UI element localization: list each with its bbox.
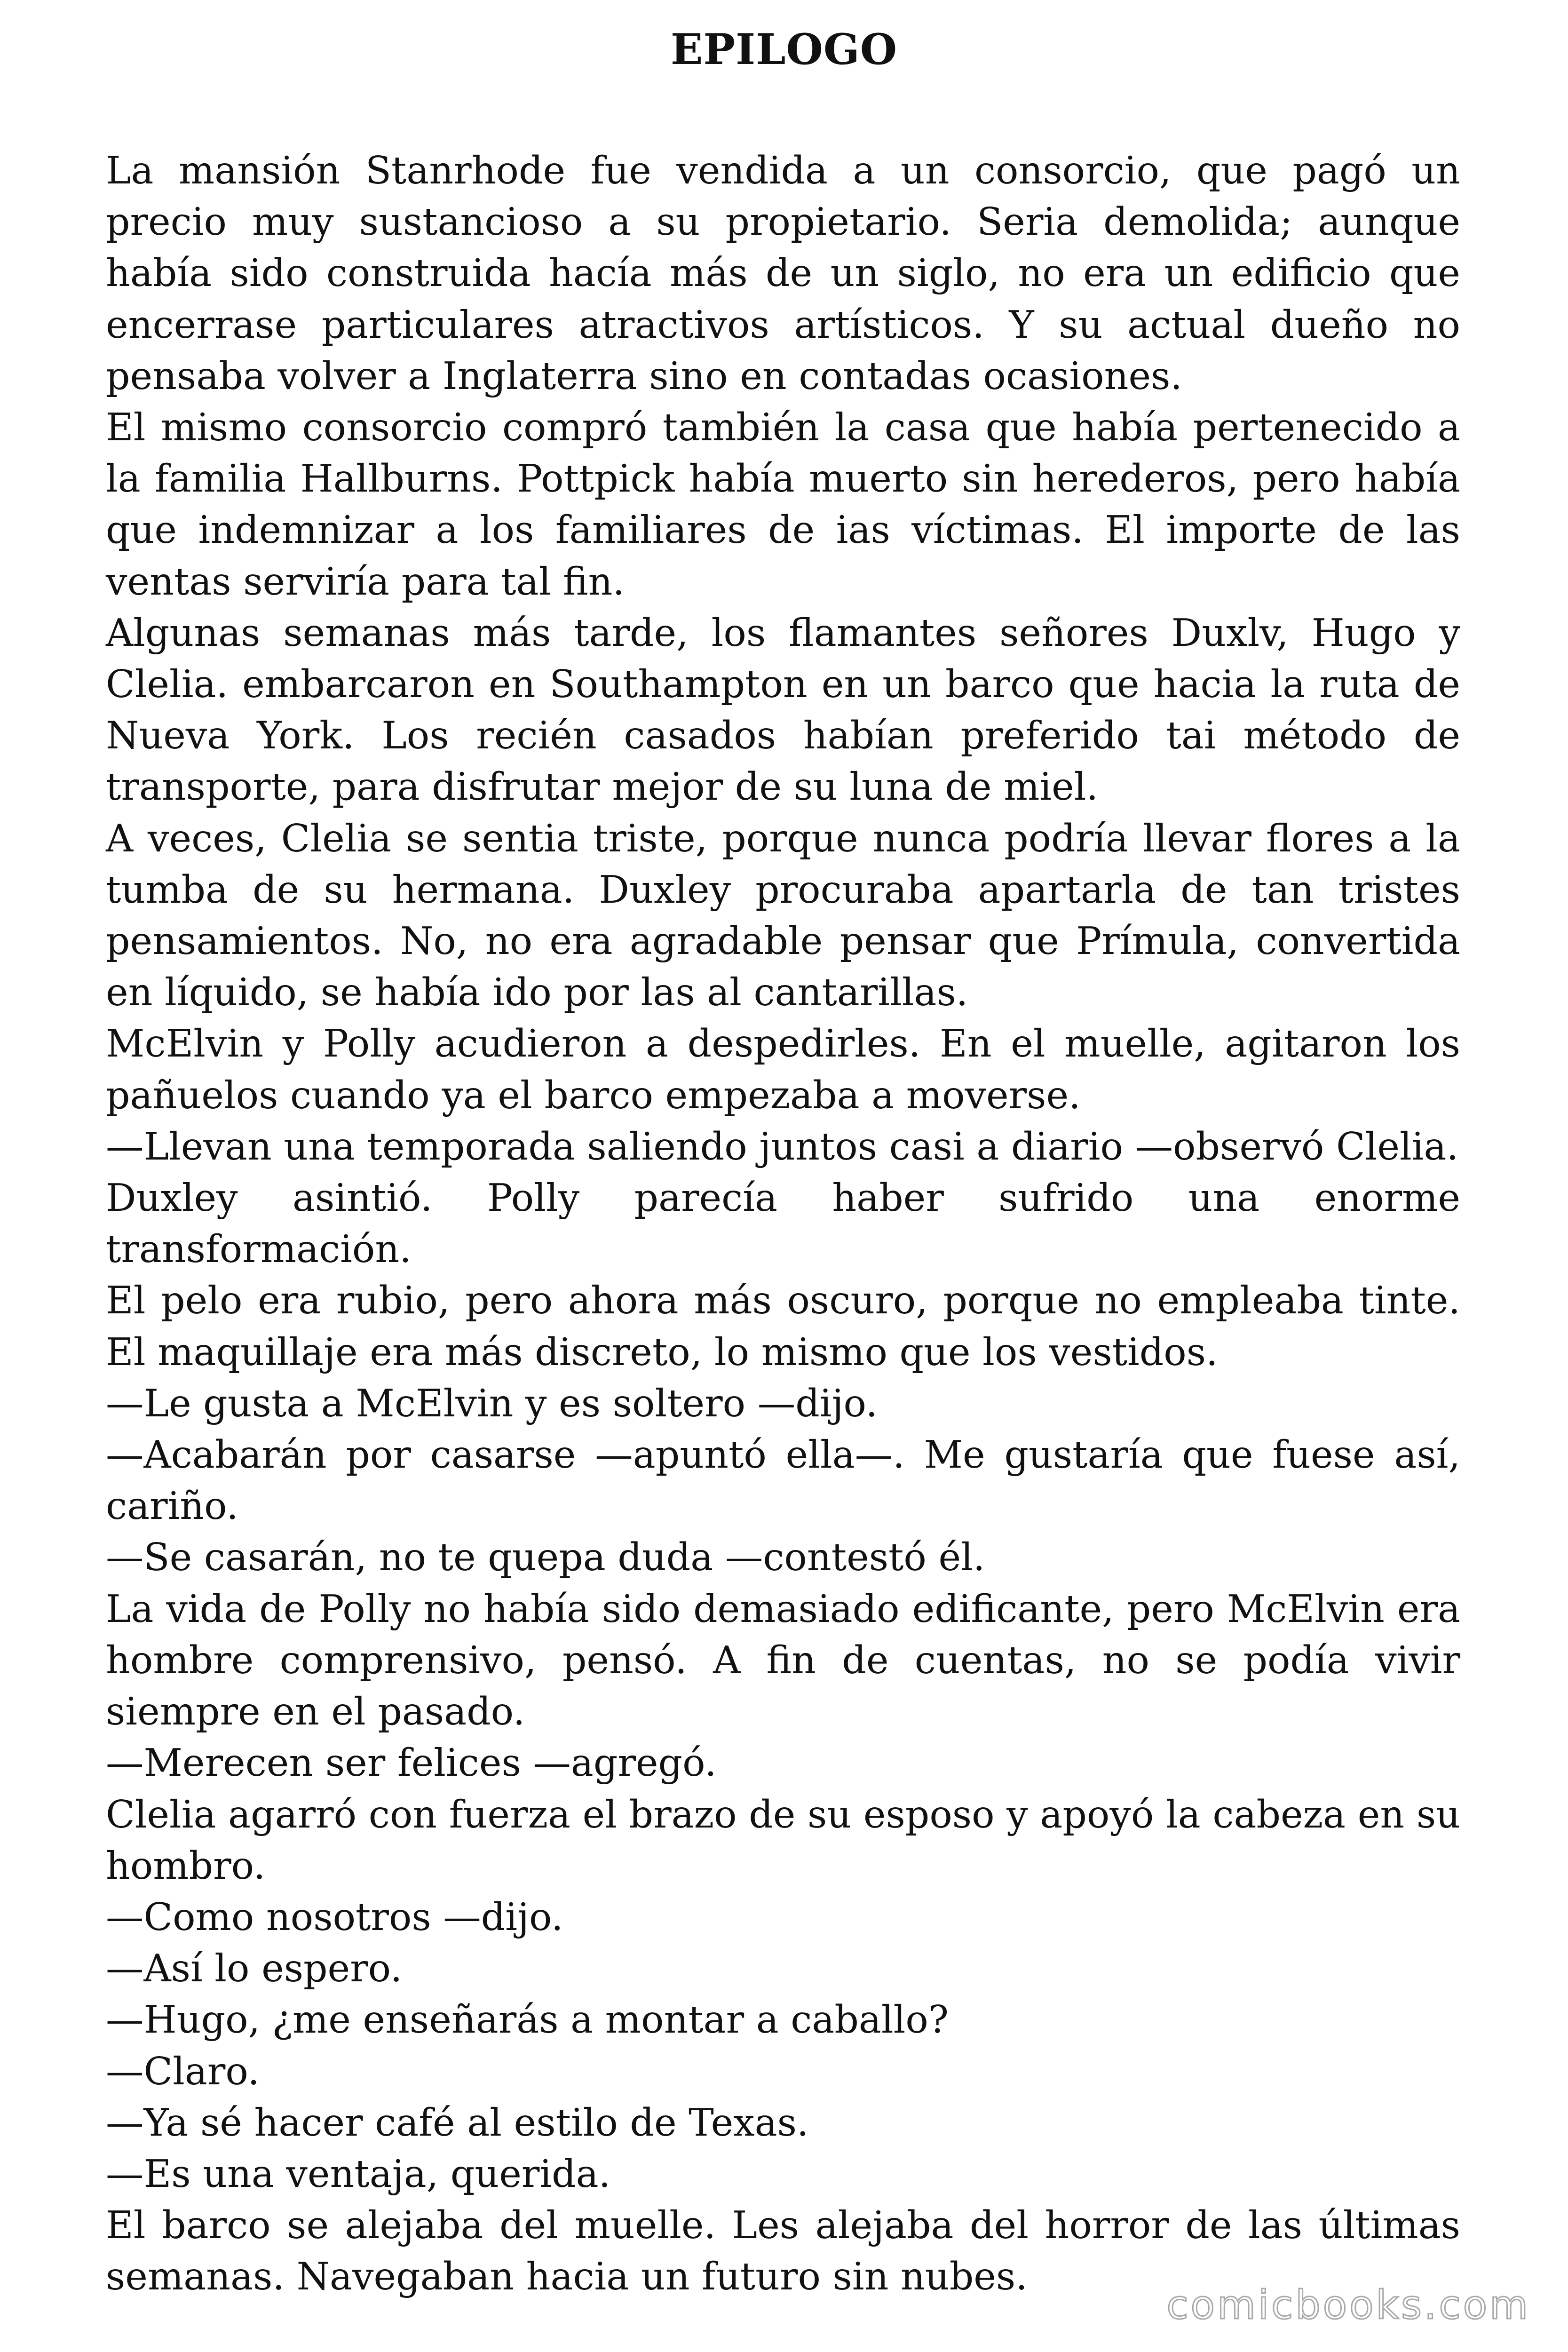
paragraph: La vida de Polly no había sido demasiado edificante, pero McElvin era hombre comprensivo, pensó. A fin de cuentas, no se podía vivir siempre en el pasado. [106,1586,1460,1734]
dialogue-line: —Merecen ser felices —agregó. [106,1740,717,1785]
dialogue-line: —Claro. [106,2049,260,2093]
paragraph: Duxley asintió. Polly parecía haber sufrido una enorme transformación. [106,1176,1460,1271]
chapter-title: EPILOGO [670,24,898,74]
paragraph: A veces, Clelia se sentia triste, porque nunca podría llevar flores a la tumba de su hermana. Duxley procuraba apartarla de tan tristes pensamientos. No, no era agradable pensar que Prímula, convertida en líquido, se había ido por las al cantarillas. [106,816,1460,1015]
paragraph: El mismo consorcio compró también la casa que había pertenecido a la familia Hallburns. Pottpick había muerto sin herederos, pero había que indemnizar a los familiares de ias víctimas. El importe de las ventas serviría para tal fin. [106,405,1460,604]
dialogue-line: —Acabarán por casarse —apuntó ella—. Me gustaría que fuese así, cariño. [106,1432,1460,1528]
paragraph: El barco se alejaba del muelle. Les alejaba del horror de las últimas semanas. Navegaban hacia un futuro sin nubes. [106,2203,1460,2299]
dialogue-line: —Así lo espero. [106,1946,403,1991]
paragraph: McElvin y Polly acudieron a despedirles. En el muelle, agitaron los pañuelos cuando ya el barco empezaba a moverse. [106,1021,1460,1117]
dialogue-line: —Llevan una temporada saliendo juntos casi a diario —observó Clelia. [106,1124,1459,1168]
dialogue-line: —Como nosotros —dijo. [106,1894,563,1939]
paragraph: Algunas semanas más tarde, los flamantes señores Duxlv, Hugo y Clelia. embarcaron en Southampton en un barco que hacia la ruta de Nueva York. Los recién casados habían preferido tai método de transporte, para disfrutar mejor de su luna de miel. [106,610,1460,809]
paragraph: Clelia agarró con fuerza el brazo de su esposo y apoyó la cabeza en su hombro. [106,1792,1460,1888]
dialogue-line: —Es una ventaja, querida. [106,2151,611,2196]
dialogue-line: —Hugo, ¿me enseñarás a montar a caballo? [106,1997,949,2042]
paragraph: La mansión Stanrhode fue vendida a un consorcio, que pagó un precio muy sustancioso a su propietario. Seria demolida; aunque había sido construida hacía más de un siglo, no era un edificio que encerrase particulares atractivos artísticos. Y su actual dueño no pensaba volver a Inglaterra sino en contadas ocasiones. [106,148,1460,398]
chapter-body [106,145,1460,2303]
dialogue-line: —Le gusta a McElvin y es soltero —dijo. [106,1381,878,1425]
paragraph: El pelo era rubio, pero ahora más oscuro, porque no empleaba tinte. El maquillaje era más discreto, lo mismo que los vestidos. [106,1278,1460,1374]
watermark: comicbooks.com [1166,2282,1530,2328]
dialogue-line: —Se casarán, no te quepa duda —contestó él. [106,1535,985,1580]
dialogue-line: —Ya sé hacer café al estilo de Texas. [106,2100,809,2145]
